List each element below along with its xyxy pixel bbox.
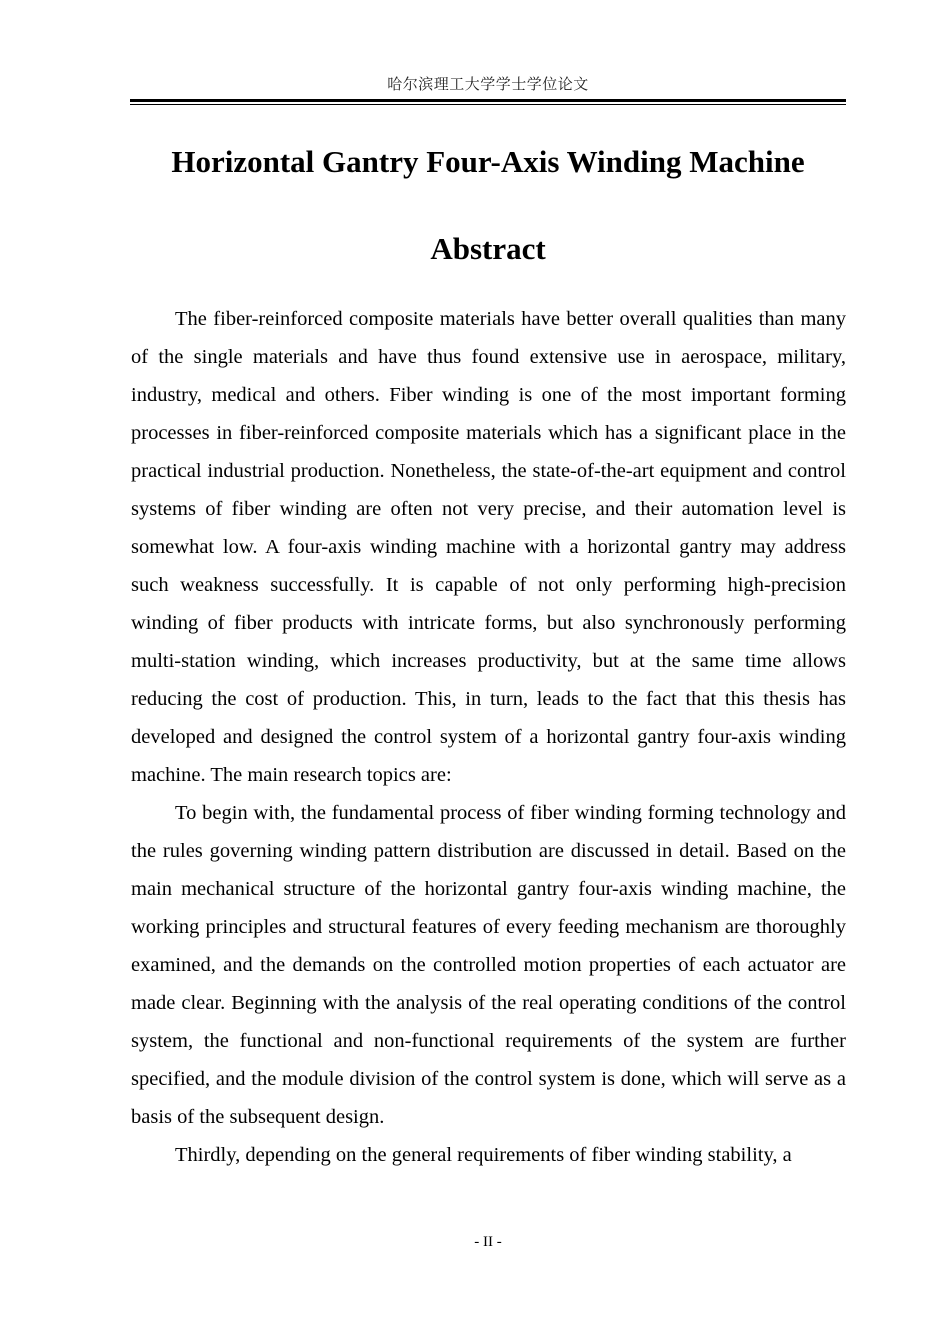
abstract-heading: Abstract <box>430 231 546 266</box>
paragraph-1: The fiber-reinforced composite materials have better overall qualities than many of the single materials and have thus found extensive use in aerospace, military, industry, medical and others. Fiber winding is one of the most important forming processes in fiber-reinforced composite materials which has a significant place in the practical industrial production. Nonetheless, the state-of-the-art equipment and control systems of fiber winding are often not very precise, and their automation level is somewhat low. A four-axis winding machine with a horizontal gantry may address such weakness successfully. It is capable of not only performing high-precision winding of fiber products with intricate forms, but also synchronously performing multi-station winding, which increases productivity, but at the same time allows reducing the cost of production. This, in turn, leads to the fact that this thesis has developed and designed the control system of a horizontal gantry four-axis winding machine. The main research topics are: <box>131 308 846 786</box>
paragraph-3: Thirdly, depending on the general requirements of fiber winding stability, a <box>175 1144 792 1166</box>
header-rule-thick <box>130 99 846 102</box>
running-header: 哈尔滨理工大学学士学位论文 <box>387 75 589 93</box>
page-number: - II - <box>474 1234 502 1250</box>
abstract-body <box>131 300 846 1174</box>
header-rule-thin <box>130 104 846 105</box>
document-title: Horizontal Gantry Four-Axis Winding Machine <box>171 144 805 179</box>
paragraph-2: To begin with, the fundamental process of fiber winding forming technology and the rules governing winding pattern distribution are discussed in detail. Based on the main mechanical structure of the horizontal gantry four-axis winding machine, the working principles and structural features of every feeding mechanism are thoroughly examined, and the demands on the controlled motion properties of each actuator are made clear. Beginning with the analysis of the real operating conditions of the control system, the functional and non-functional requirements of the system are further specified, and the module division of the control system is done, which will serve as a basis of the subsequent design. <box>131 802 846 1128</box>
